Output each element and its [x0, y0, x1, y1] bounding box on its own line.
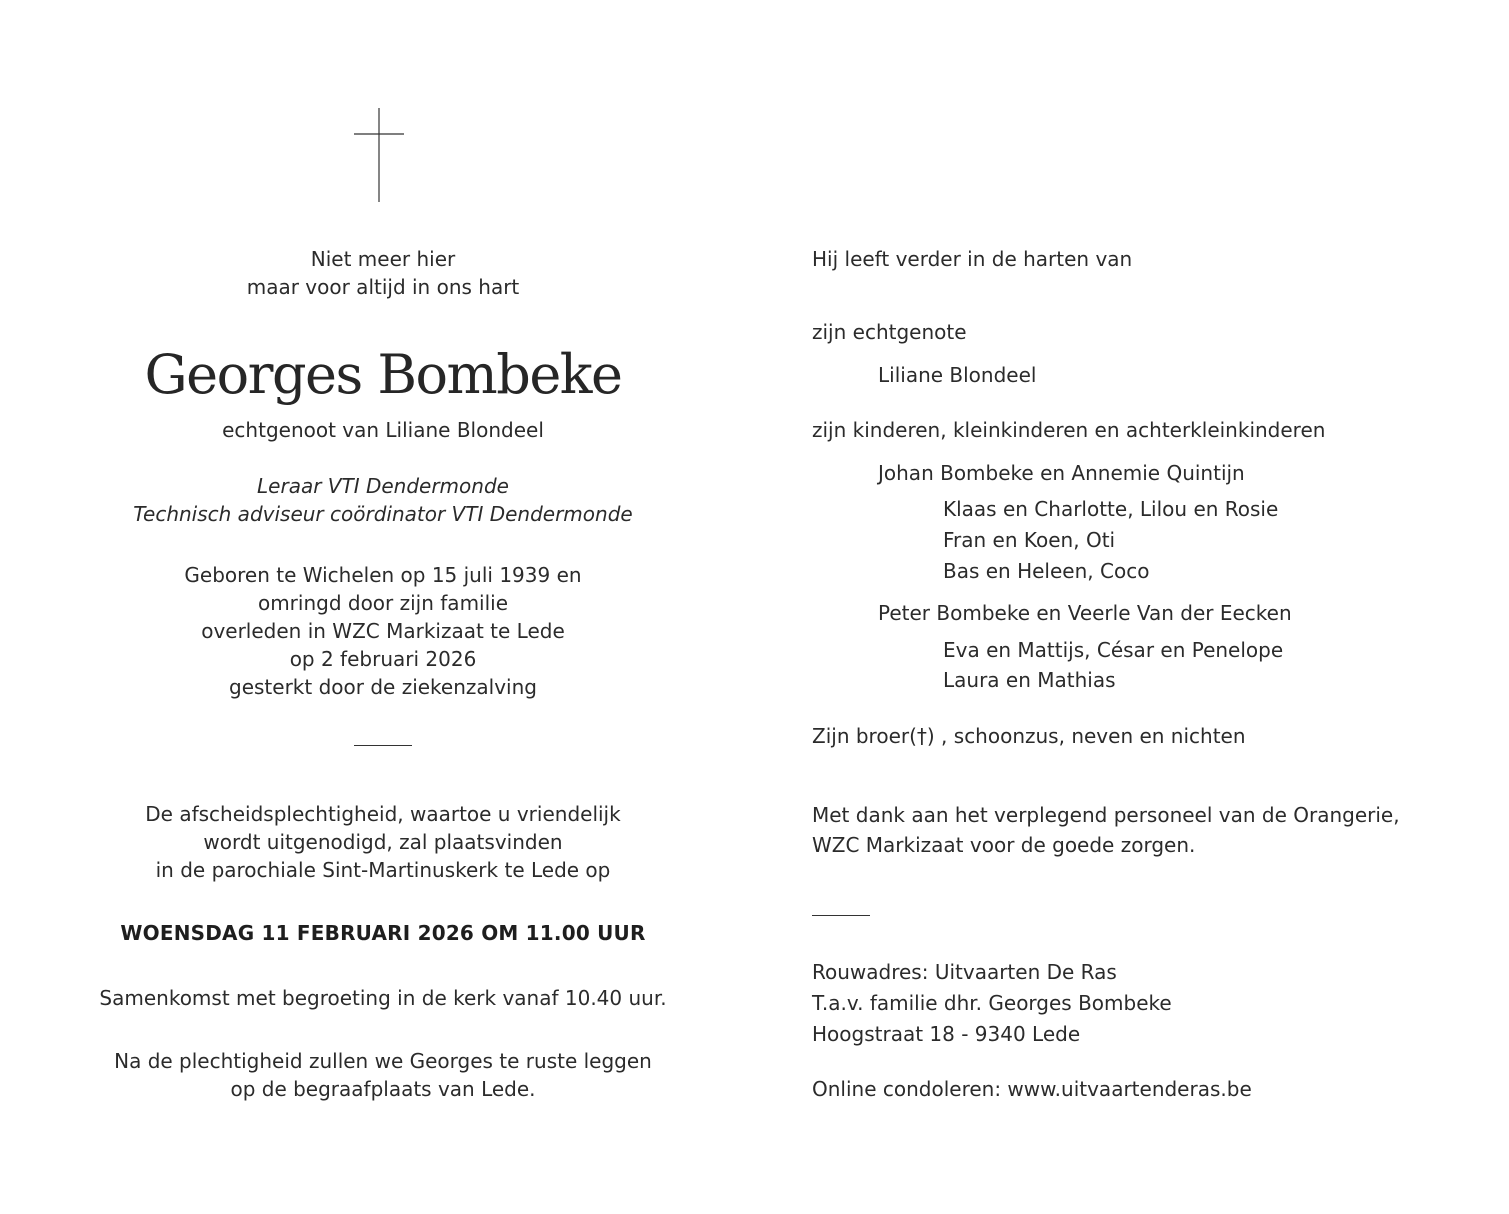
burial-line-1: Na de plechtigheid zullen we Georges te ruste leggen [114, 1049, 652, 1073]
life-line-3: overleden in WZC Markizaat te Lede [201, 619, 565, 643]
motto-line-1: Niet meer hier [310, 247, 456, 271]
cross-icon [354, 108, 404, 202]
ceremony-line-1: De afscheidsplechtigheid, waartoe u vriendelijk [145, 802, 621, 826]
life-line-1: Geboren te Wichelen op 15 juli 1939 en [184, 563, 582, 587]
address-line-3: Hoogstraat 18 - 9340 Lede [812, 1022, 1081, 1046]
ceremony-line-3: in de parochiale Sint-Martinuskerk te Lede op [155, 858, 611, 882]
title-line-1: Leraar VTI Dendermonde [257, 474, 509, 498]
deceased-name: Georges Bombeke [144, 343, 622, 406]
divider-right [812, 915, 870, 916]
relatives-line: Zijn broer(†) , schoonzus, neven en nichten [812, 724, 1246, 748]
divider-left [354, 745, 412, 746]
grandchildren-line: Fran en Koen, Oti [943, 528, 1116, 552]
children-heading: zijn kinderen, kleinkinderen en achterkleinkinderen [812, 418, 1326, 442]
grandchildren-line: Laura en Mathias [943, 668, 1116, 692]
life-line-5: gesterkt door de ziekenzalving [229, 675, 537, 699]
address-line-2: T.a.v. familie dhr. Georges Bombeke [812, 991, 1172, 1015]
motto-line-2: maar voor altijd in ons hart [246, 275, 520, 299]
gathering-line: Samenkomst met begroeting in de kerk vanaf 10.40 uur. [99, 986, 667, 1010]
spouse-heading: zijn echtgenote [812, 320, 967, 344]
title-line-2: Technisch adviseur coördinator VTI Dendermonde [133, 502, 633, 526]
online-condolence-line: Online condoleren: www.uitvaartenderas.be [812, 1077, 1252, 1101]
intro-line: Hij leeft verder in de harten van [812, 247, 1133, 271]
family-parents: Johan Bombeke en Annemie Quintijn [878, 461, 1245, 485]
ceremony-line-2: wordt uitgenodigd, zal plaatsvinden [203, 830, 563, 854]
life-line-4: op 2 februari 2026 [289, 647, 477, 671]
grandchildren-line: Klaas en Charlotte, Lilou en Rosie [943, 497, 1279, 521]
family-parents: Peter Bombeke en Veerle Van der Eecken [878, 601, 1292, 625]
grandchildren-line: Bas en Heleen, Coco [943, 559, 1150, 583]
address-line-1: Rouwadres: Uitvaarten De Ras [812, 960, 1117, 984]
grandchildren-line: Eva en Mattijs, César en Penelope [943, 638, 1284, 662]
thanks-line-1: Met dank aan het verplegend personeel van de Orangerie, [812, 803, 1400, 827]
spouse-name: Liliane Blondeel [878, 363, 1037, 387]
spouse-line: echtgenoot van Liliane Blondeel [222, 418, 544, 442]
life-line-2: omringd door zijn familie [257, 591, 509, 615]
thanks-line-2: WZC Markizaat voor de goede zorgen. [812, 833, 1196, 857]
burial-line-2: op de begraafplaats van Lede. [230, 1077, 536, 1101]
ceremony-date: WOENSDAG 11 FEBRUARI 2026 OM 11.00 UUR [120, 921, 646, 945]
